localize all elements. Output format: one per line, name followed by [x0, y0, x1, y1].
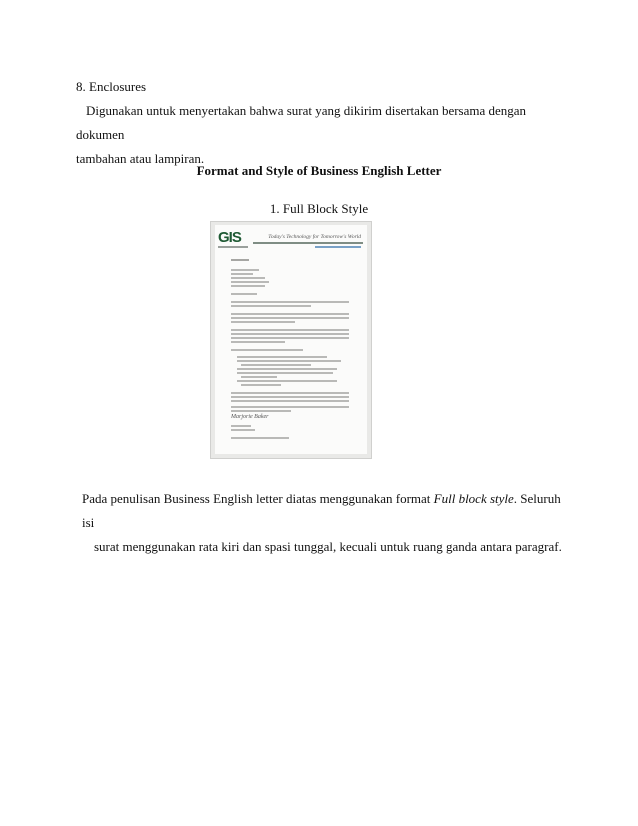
- body-line: [231, 317, 349, 319]
- signer-name-line: [231, 425, 251, 427]
- address-line: [231, 273, 253, 275]
- salutation-line: [231, 293, 257, 295]
- full-block-style-emphasis: Full block style: [433, 491, 514, 506]
- letterhead-tagline: Today's Technology for Tomorrow's World: [268, 234, 361, 240]
- conclusion-text-start: Pada penulisan Business English letter diatas menggunakan format: [82, 491, 434, 506]
- address-line: [231, 277, 265, 279]
- logo-underline: [218, 246, 248, 248]
- conclusion-line-1: [82, 491, 561, 530]
- body-line: [231, 396, 349, 398]
- signer-title-line: [231, 429, 255, 431]
- letterhead-rule: [253, 242, 363, 244]
- bullet-line: [237, 360, 341, 362]
- letter-signature: Marjorie Baker: [231, 414, 269, 420]
- paragraph-line-1: Digunakan untuk menyertakan bahwa surat yang dikirim disertakan bersama dengan dokumen: [76, 103, 527, 142]
- section-heading: 8. Enclosures: [76, 79, 147, 94]
- bullet-line: [241, 364, 311, 366]
- letter-paper: [215, 225, 367, 454]
- letter-date-line: [231, 259, 249, 261]
- style-item-title: 1. Full Block Style: [269, 201, 369, 216]
- body-line: [231, 406, 349, 408]
- bullet-line: [237, 372, 333, 374]
- body-line: [231, 341, 285, 343]
- bullet-line: [241, 384, 281, 386]
- bullet-line: [241, 376, 277, 378]
- address-line: [231, 285, 265, 287]
- conclusion-text-end: . Seluruh isi: [82, 491, 561, 530]
- letterhead-address: [315, 246, 361, 248]
- conclusion-paragraph: [82, 487, 566, 559]
- body-line: [231, 305, 311, 307]
- gis-logo: GIS: [218, 229, 241, 246]
- format-title: Format and Style of Business English Letter: [196, 163, 442, 178]
- body-line: [231, 333, 349, 335]
- full-block-letter-image: [210, 221, 372, 459]
- body-line: [231, 329, 349, 331]
- body-line: [231, 349, 303, 351]
- conclusion-line-2: surat menggunakan rata kiri dan spasi tunggal, kecuali untuk ruang ganda antara paragraf.: [94, 539, 562, 554]
- bullet-line: [237, 356, 327, 358]
- bullet-line: [237, 380, 337, 382]
- enclosure-line: [231, 437, 289, 439]
- enclosures-paragraph: [76, 99, 576, 171]
- body-line: [231, 400, 349, 402]
- body-line: [231, 321, 295, 323]
- body-line: [231, 301, 349, 303]
- bullet-line: [237, 368, 337, 370]
- address-line: [231, 281, 269, 283]
- address-line: [231, 269, 259, 271]
- paragraph-line-2: tambahan atau lampiran.: [76, 151, 205, 166]
- body-line: [231, 337, 349, 339]
- body-line: [231, 392, 349, 394]
- body-line: [231, 410, 291, 412]
- body-line: [231, 313, 349, 315]
